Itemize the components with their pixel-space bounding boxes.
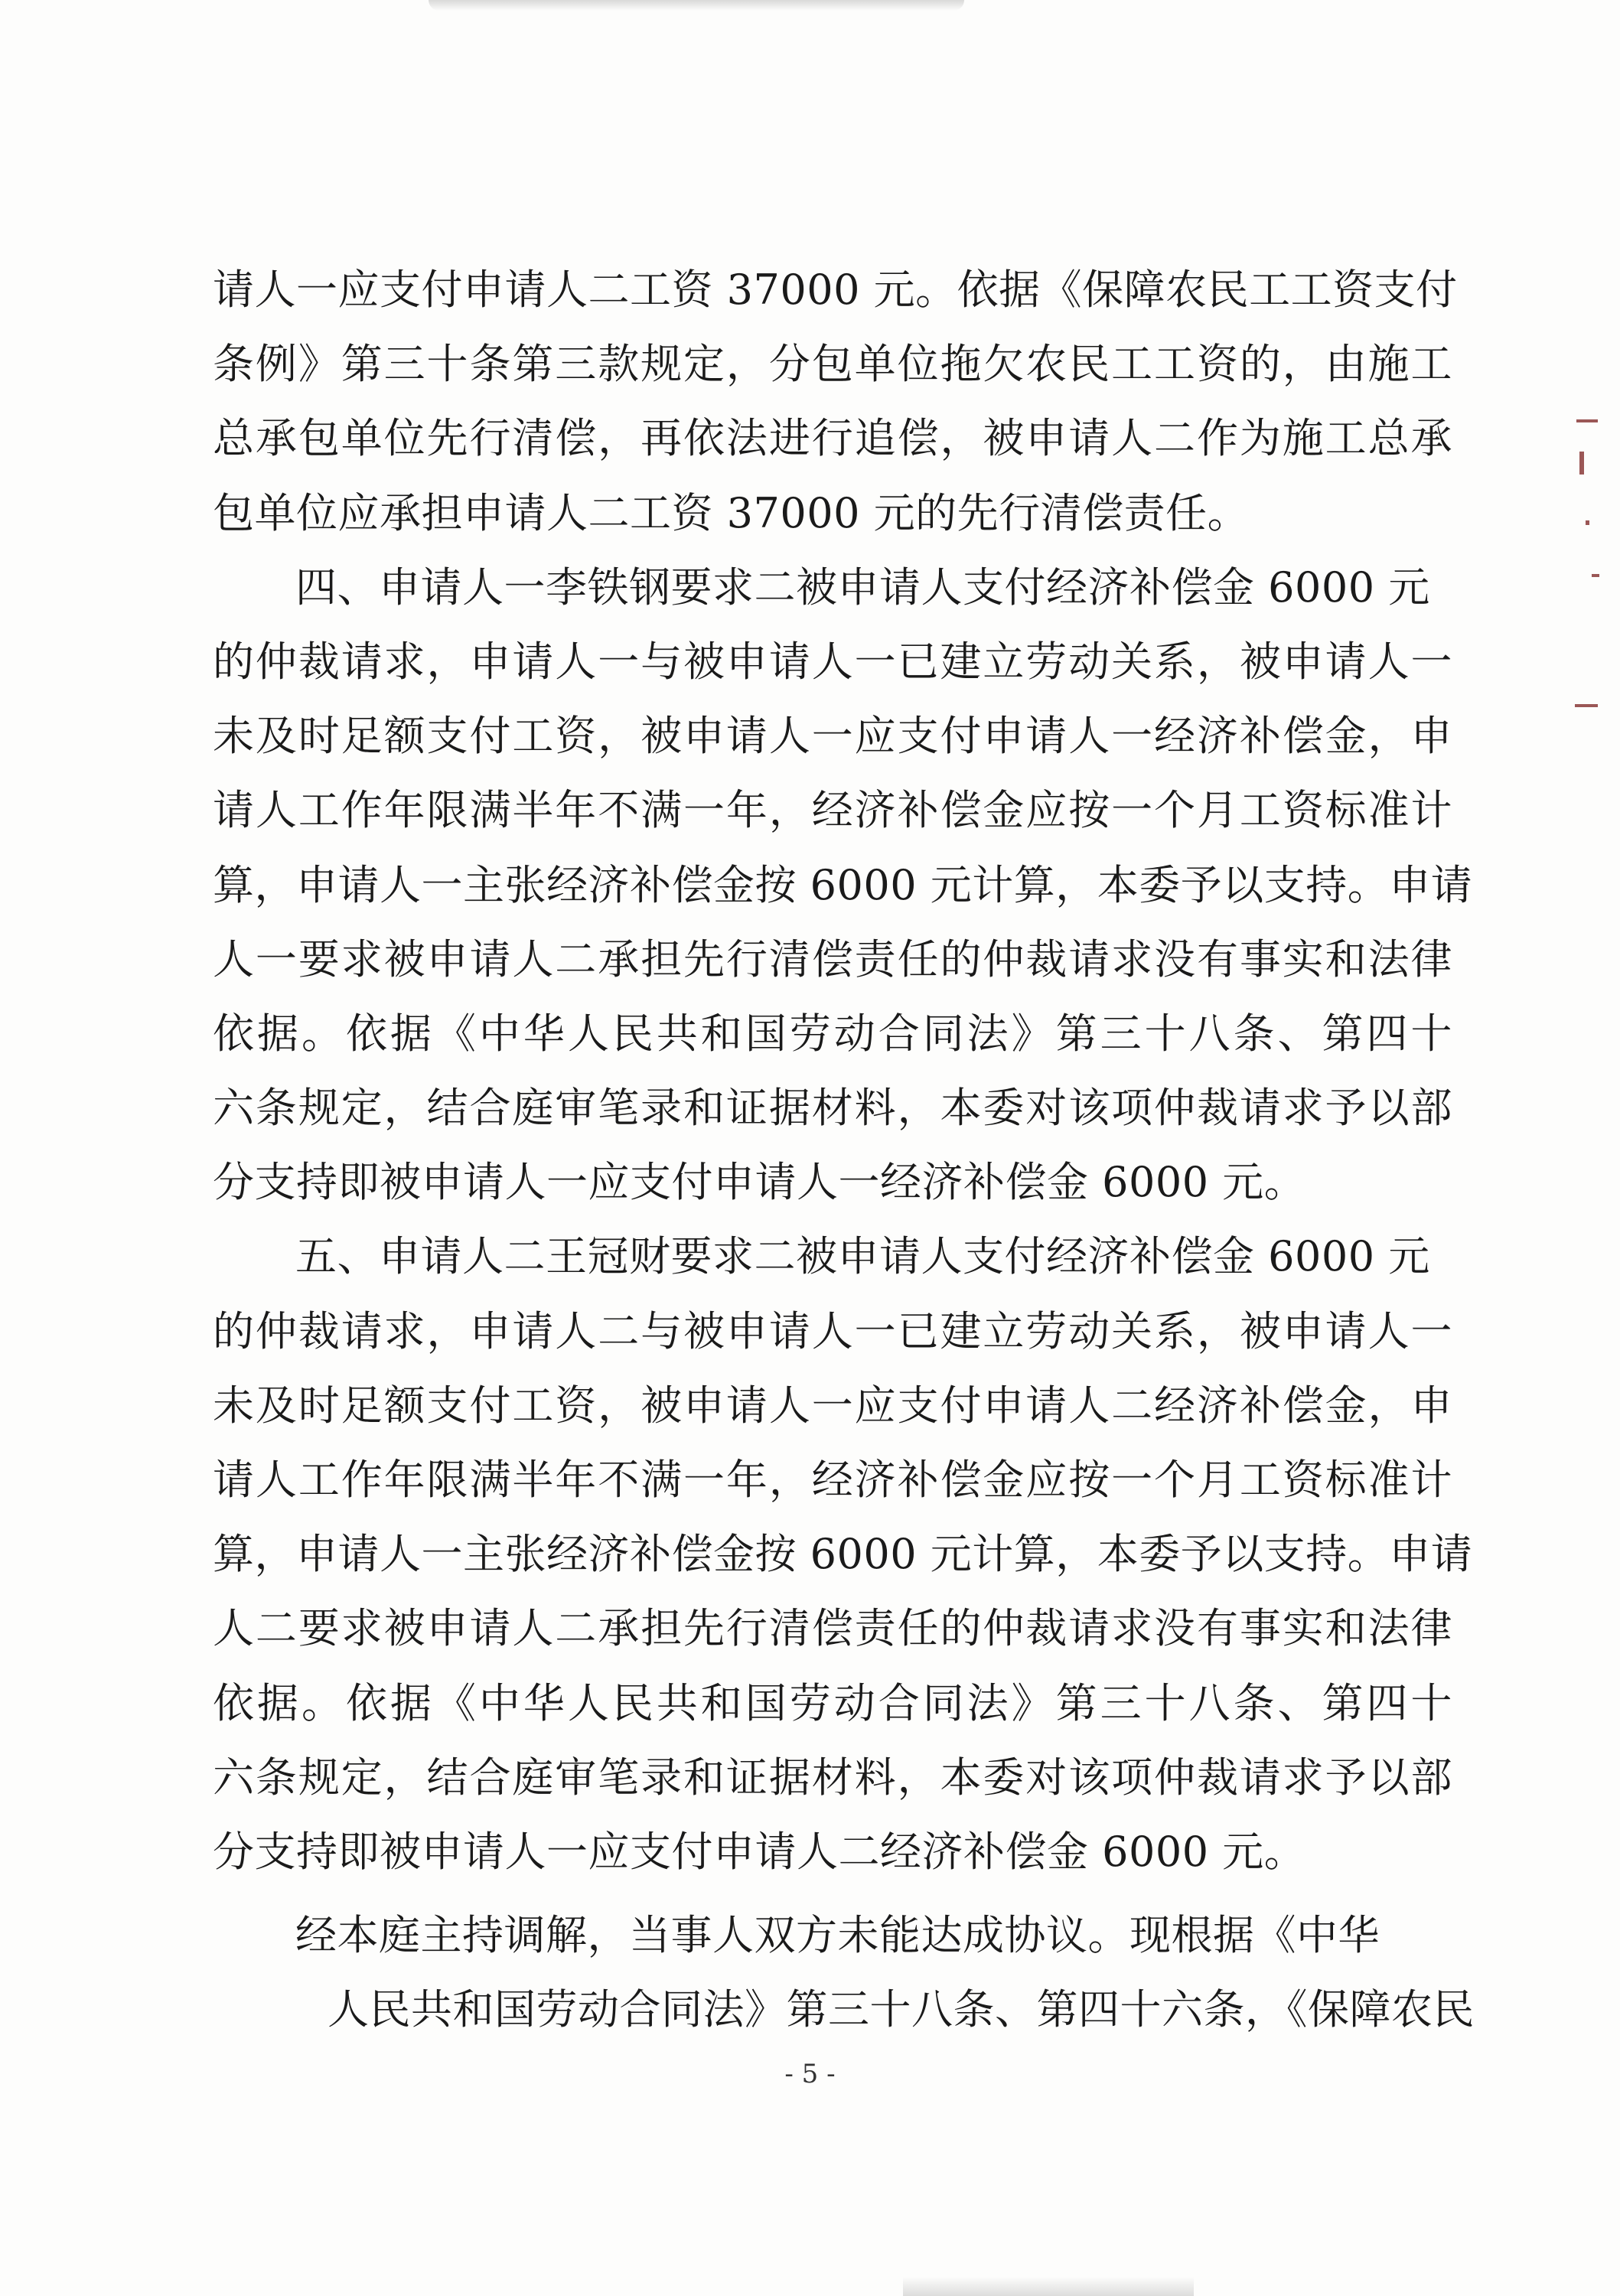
text-line: 未及时足额支付工资，被申请人一应支付申请人二经济补偿金，申 [213, 1381, 1452, 1430]
paragraph-five-start: 五、申请人二王冠财要求二被申请人支付经济补偿金 6000 元 [295, 1232, 1430, 1281]
text-line: 人民共和国劳动合同法》第三十八条、第四十六条，《保障农民 [328, 1985, 1475, 2034]
scan-shadow-top [429, 0, 964, 11]
page-number: - 5 - [784, 2059, 836, 2089]
text-line: 请人工作年限满半年不满一年，经济补偿金应按一个月工资标准计 [213, 1456, 1452, 1504]
text-line: 人二要求被申请人二承担先行清偿责任的仲裁请求没有事实和法律 [213, 1604, 1452, 1653]
text-line: 总承包单位先行清偿，再依法进行追偿，被申请人二作为施工总承 [213, 414, 1452, 463]
text-line: 分支持即被申请人一应支付申请人一经济补偿金 6000 元。 [213, 1158, 1306, 1207]
text-line: 依据。依据《中华人民共和国劳动合同法》第三十八条、第四十 [213, 1678, 1452, 1727]
body-text [213, 253, 1475, 2047]
text-line: 算，申请人一主张经济补偿金按 6000 元计算，本委予以支持。申请 [213, 860, 1473, 909]
text-line: 算，申请人一主张经济补偿金按 6000 元计算，本委予以支持。申请 [213, 1530, 1473, 1579]
text-line: 六条规定，结合庭审笔录和证据材料，本委对该项仲裁请求予以部 [213, 1084, 1452, 1133]
margin-seal-marks [1569, 413, 1615, 719]
paragraph-mediation-start: 经本庭主持调解，当事人双方未能达成协议。现根据《中华 [295, 1911, 1380, 1960]
text-line: 的仲裁请求，申请人一与被申请人一已建立劳动关系，被申请人一 [213, 637, 1452, 686]
scan-shadow-bottom [903, 2277, 1194, 2296]
text-line: 请人工作年限满半年不满一年，经济补偿金应按一个月工资标准计 [213, 786, 1452, 835]
text-line: 未及时足额支付工资，被申请人一应支付申请人一经济补偿金，申 [213, 712, 1452, 761]
text-line: 的仲裁请求，申请人二与被申请人一已建立劳动关系，被申请人一 [213, 1306, 1452, 1355]
text-line: 请人一应支付申请人二工资 37000 元。依据《保障农民工工资支付 [213, 266, 1458, 314]
text-line: 人一要求被申请人二承担先行清偿责任的仲裁请求没有事实和法律 [213, 934, 1452, 983]
text-line: 条例》第三十条第三款规定，分包单位拖欠农民工工资的，由施工 [213, 340, 1452, 389]
text-line: 依据。依据《中华人民共和国劳动合同法》第三十八条、第四十 [213, 1009, 1452, 1058]
text-line: 包单位应承担申请人二工资 37000 元的先行清偿责任。 [213, 488, 1250, 537]
text-line: 分支持即被申请人一应支付申请人二经济补偿金 6000 元。 [213, 1827, 1306, 1876]
paragraph-four-start: 四、申请人一李铁钢要求二被申请人支付经济补偿金 6000 元 [295, 563, 1430, 612]
text-line: 六条规定，结合庭审笔录和证据材料，本委对该项仲裁请求予以部 [213, 1753, 1452, 1802]
